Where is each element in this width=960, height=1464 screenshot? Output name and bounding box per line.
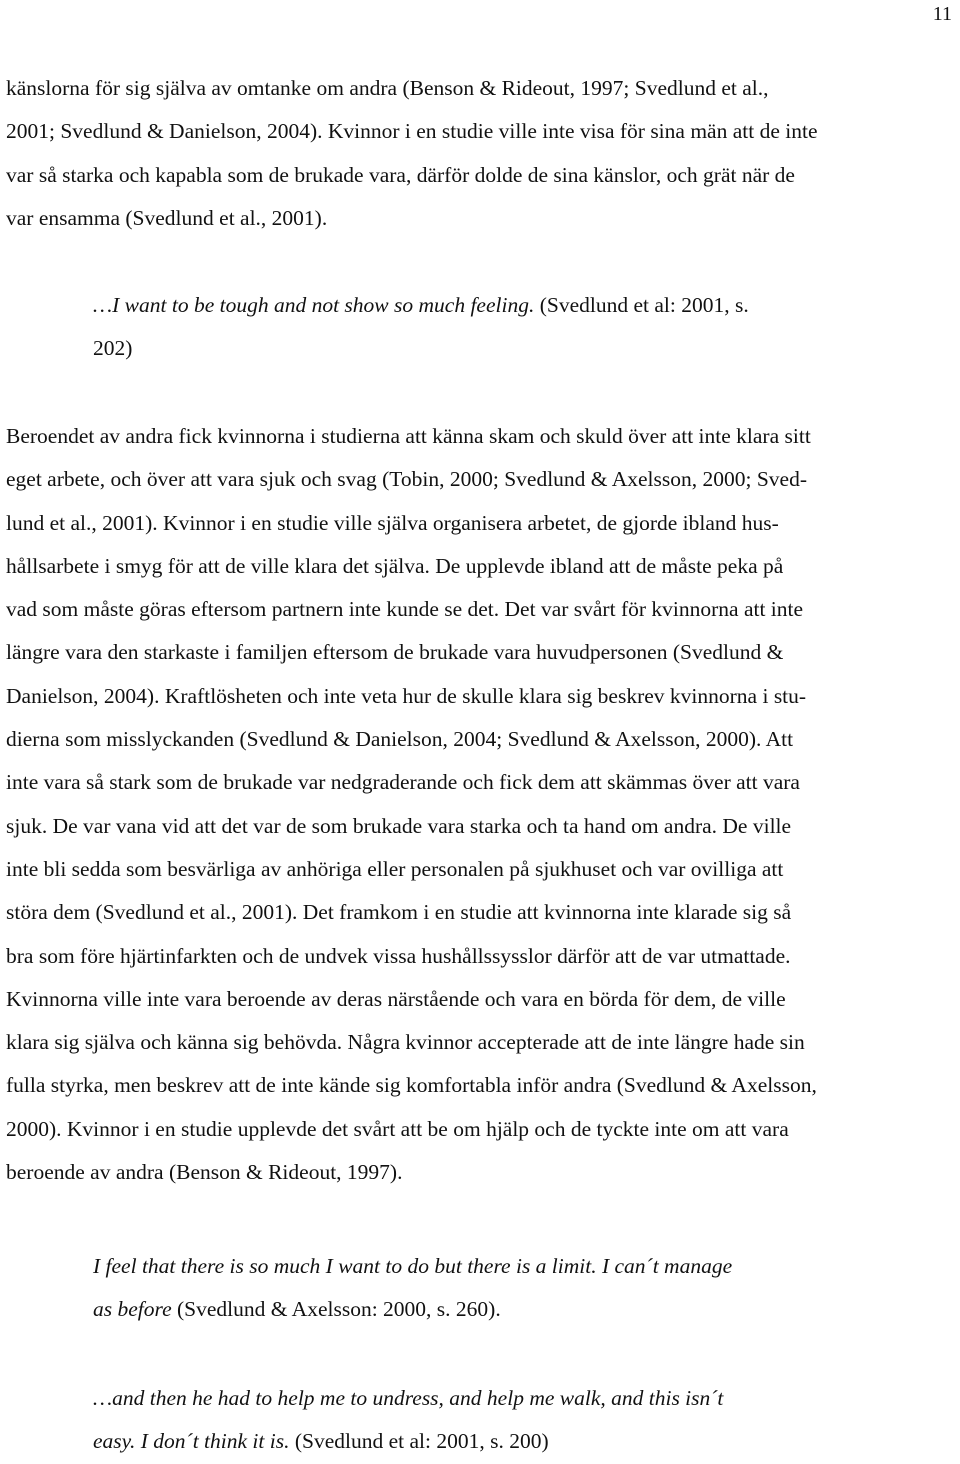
- text-line: sjuk. De var vana vid att det var de som brukade vara starka och ta hand om andra. De ville: [6, 813, 792, 838]
- paragraph-2: [6, 415, 954, 1194]
- text-line: var så starka och kapabla som de brukade vara, därför dolde de sina känslor, och grät när de: [6, 162, 795, 187]
- text-line: fulla styrka, men beskrev att de inte kände sig komfortabla inför andra (Svedlund & Axelsson,: [6, 1073, 817, 1098]
- quote-line: [93, 284, 953, 327]
- page-number: 11: [932, 3, 952, 25]
- quote-text: …I want to be tough and not show so much feeling.: [93, 293, 535, 317]
- text-line: vad som måste göras eftersom partnern inte kunde se det. Det var svårt för kvinnorna att inte: [6, 597, 804, 622]
- text-line: inte bli sedda som besvärliga av anhöriga eller personalen på sjukhuset och var ovilliga att: [6, 856, 784, 881]
- text-line: eget arbete, och över att vara sjuk och svag (Tobin, 2000; Svedlund & Axelsson, 2000; Sved-: [6, 467, 808, 492]
- quote-text: as before: [93, 1297, 172, 1322]
- text-line: lund et al., 2001). Kvinnor i en studie ville själva organisera arbetet, de gjorde ibland hus-: [6, 510, 779, 535]
- text-line: inte vara så stark som de brukade var nedgraderande och fick dem att skämmas över att vara: [6, 770, 800, 795]
- quote-text: easy. I don´t think it is.: [93, 1429, 290, 1454]
- text-line: hållsarbete i smyg för att de ville klara det själva. De upplevde ibland att de måste peka på: [6, 553, 784, 578]
- text-line: 2000). Kvinnor i en studie upplevde det svårt att be om hjälp och de tyckte inte om att vara: [6, 1116, 789, 1141]
- text-line: var ensamma (Svedlund et al., 2001).: [6, 205, 328, 230]
- block-quote-1: [93, 284, 953, 371]
- quote-citation: (Svedlund & Axelsson: 2000, s. 260).: [171, 1297, 501, 1322]
- quote-line: [93, 1245, 953, 1288]
- text-line: känslorna för sig själva av omtanke om andra (Benson & Rideout, 1997; Svedlund et al.,: [6, 76, 769, 100]
- text-line: 2001; Svedlund & Danielson, 2004). Kvinnor i en studie ville inte visa för sina män att de inte: [6, 119, 818, 144]
- text-line: Kvinnorna ville inte vara beroende av deras närstående och vara en börda för dem, de ville: [6, 986, 786, 1011]
- quote-line: [93, 1288, 953, 1331]
- quote-line: [93, 1377, 953, 1420]
- quote-citation: (Svedlund et al: 2001, s. 200): [289, 1429, 549, 1454]
- text-line: beroende av andra (Benson & Rideout, 1997).: [6, 1160, 403, 1185]
- text-line: bra som före hjärtinfarkten och de undvek vissa hushållssysslor därför att de var utmattade.: [6, 943, 791, 968]
- quote-text: …and then he had to help me to undress, and help me walk, and this isn´t: [93, 1386, 724, 1410]
- quote-text: I feel that there is so much I want to do but there is a limit. I can´t manage: [93, 1254, 733, 1278]
- text-line: dierna som misslyckanden (Svedlund & Danielson, 2004; Svedlund & Axelsson, 2000). Att: [6, 727, 794, 752]
- paragraph-1: [6, 67, 954, 240]
- quote-line: [93, 1420, 953, 1463]
- block-quote-3: [93, 1377, 953, 1464]
- block-quote-2: [93, 1245, 953, 1332]
- text-line: Beroendet av andra fick kvinnorna i studierna att känna skam och skuld över att inte klara sitt: [6, 424, 811, 448]
- text-line: Danielson, 2004). Kraftlösheten och inte veta hur de skulle klara sig beskrev kvinnorna i stu-: [6, 683, 807, 708]
- quote-citation-continued: 202): [93, 336, 133, 361]
- text-line: klara sig själva och känna sig behövda. Några kvinnor accepterade att de inte längre hade sin: [6, 1030, 805, 1055]
- quote-citation: (Svedlund et al: 2001, s.: [534, 293, 749, 317]
- text-line: störa dem (Svedlund et al., 2001). Det framkom i en studie att kvinnorna inte klarade sig så: [6, 900, 792, 925]
- text-line: längre vara den starkaste i familjen eftersom de brukade vara huvudpersonen (Svedlund &: [6, 640, 784, 665]
